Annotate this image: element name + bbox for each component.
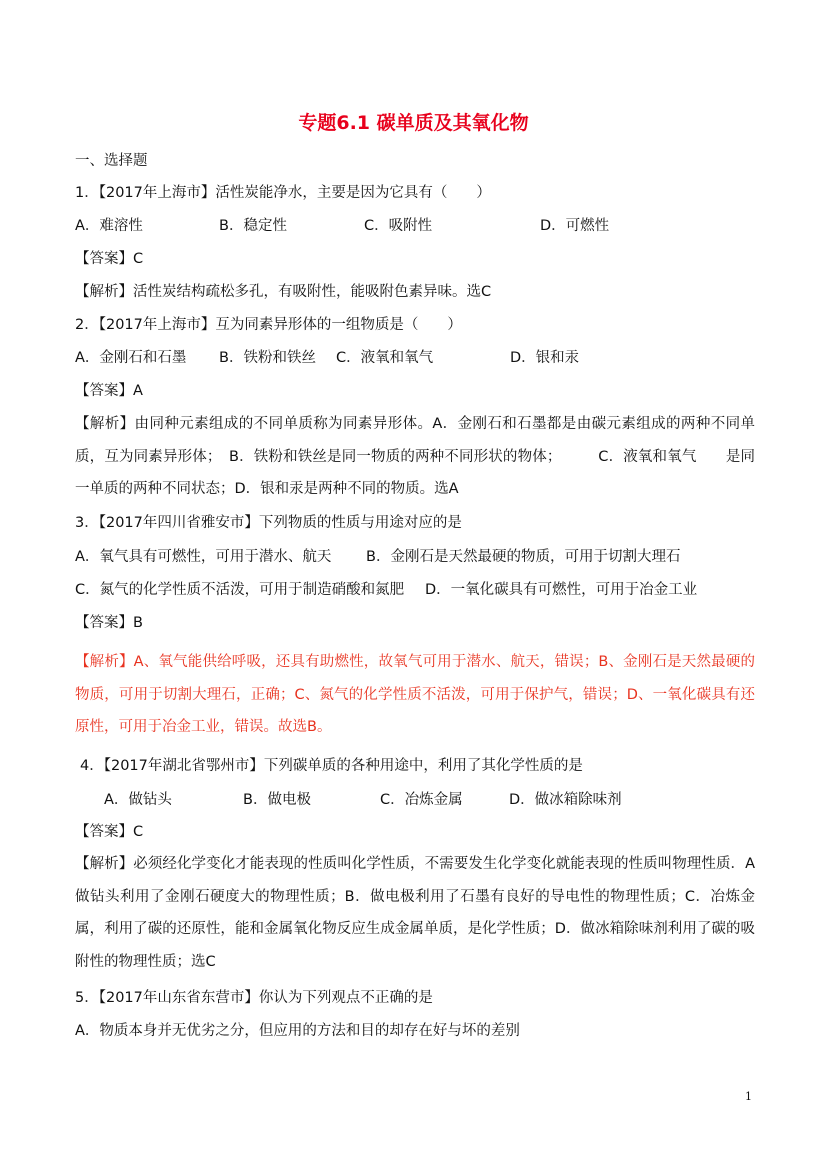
q5-option-a: A．物质本身并无优劣之分，但应用的方法和目的却存在好与坏的差别 [75, 1023, 520, 1039]
q1-option-d: D．可燃性 [540, 218, 610, 234]
q2-answer: 【答案】A [75, 383, 143, 399]
q2-analysis: 【解析】由同种元素组成的不同单质称为同素异形体。A．金刚石和石墨都是由碳元素组成的两种不同单质，互为同素异形体； B．铁粉和铁丝是同一物质的两种不同形状的物体； C．液氧和氧气 是同一单质的两种不同状态；D．银和汞是两种不同的物质。选A [75, 416, 755, 497]
q5-stem: 5．【2017年山东省东营市】你认为下列观点不正确的是 [75, 990, 433, 1006]
q3-answer: 【答案】B [75, 615, 143, 631]
q2-option-b: B．铁粉和铁丝 [219, 350, 316, 366]
q3-option-c: C．氮气的化学性质不活泼，可用于制造硝酸和氮肥 [75, 582, 405, 598]
q1-option-b: B．稳定性 [219, 218, 287, 234]
q4-option-d: D．做冰箱除味剂 [509, 792, 622, 808]
q2-option-d: D．银和汞 [510, 350, 580, 366]
q3-option-d: D．一氧化碳具有可燃性，可用于冶金工业 [425, 582, 698, 598]
q3-option-a: A．氧气具有可燃性，可用于潜水、航天 [75, 549, 332, 565]
q4-analysis: 【解析】必须经化学变化才能表现的性质叫化学性质，不需要发生化学变化就能表现的性质叫物理性质．A做钻头利用了金刚石硬度大的物理性质；B．做电极利用了石墨有良好的导电性的物理性质；C．冶炼金属，利用了碳的还原性，能和金属氧化物反应生成金属单质，是化学性质；D．做冰箱除味剂利用了碳的吸附性的物理性质；选C [75, 856, 755, 970]
q3-analysis: 【解析】A、氧气能供给呼吸，还具有助燃性，故氧气可用于潜水、航天，错误；B、金刚石是天然最硬的物质，可用于切割大理石，正确；C、氮气的化学性质不活泼，可用于保护气，错误；D、一氧化碳具有还原性，可用于冶金工业，错误。故选B。 [75, 654, 755, 735]
q1-stem: 1．【2017年上海市】活性炭能净水，主要是因为它具有（ ） [75, 185, 491, 201]
q1-option-a: A．难溶性 [75, 218, 143, 234]
q1-option-c: C．吸附性 [364, 218, 433, 234]
page-number: 1 [745, 1090, 752, 1103]
section-heading: 一、选择题 [75, 153, 148, 169]
q1-analysis: 【解析】活性炭结构疏松多孔，有吸附性，能吸附色素异味。选C [75, 284, 492, 300]
q4-option-c: C．冶炼金属 [380, 792, 463, 808]
q2-option-a: A．金刚石和石墨 [75, 350, 187, 366]
q4-option-b: B．做电极 [243, 792, 311, 808]
q2-option-c: C．液氧和氧气 [336, 350, 434, 366]
q1-answer: 【答案】C [75, 251, 144, 267]
q2-stem: 2．【2017年上海市】互为同素异形体的一组物质是（ ） [75, 317, 462, 333]
q3-stem: 3．【2017年四川省雅安市】下列物质的性质与用途对应的是 [75, 515, 462, 531]
q4-answer: 【答案】C [75, 824, 144, 840]
q3-option-b: B．金刚石是天然最硬的物质，可用于切割大理石 [366, 549, 681, 565]
q4-stem: 4．【2017年湖北省鄂州市】下列碳单质的各种用途中，利用了其化学性质的是 [80, 758, 583, 774]
q4-option-a: A．做钻头 [104, 792, 172, 808]
document-title: 专题6.1 碳单质及其氧化物 [298, 112, 529, 134]
